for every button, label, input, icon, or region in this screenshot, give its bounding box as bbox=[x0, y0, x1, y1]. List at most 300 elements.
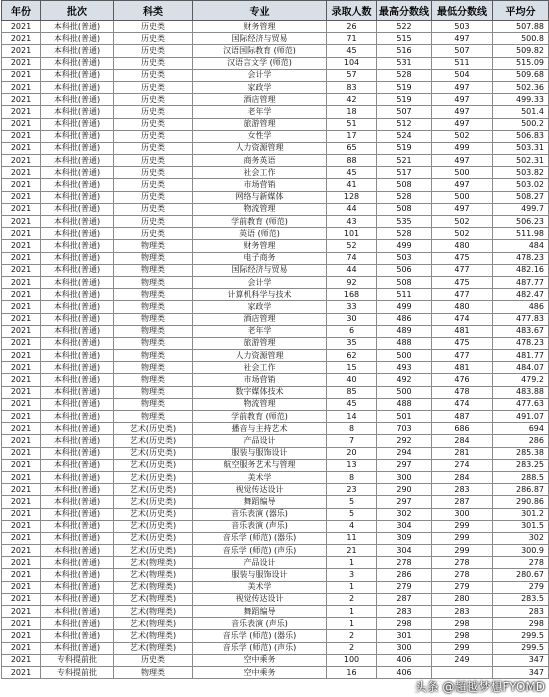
cell-min-score bbox=[432, 666, 493, 678]
cell-batch: 本科批(普通) bbox=[41, 94, 114, 106]
cell-category: 物理类 bbox=[114, 289, 193, 301]
cell-category: 物理类 bbox=[114, 276, 193, 288]
cell-major: 旅游管理 bbox=[193, 337, 327, 349]
cell-max-score: 492 bbox=[377, 374, 432, 386]
cell-batch: 本科批(普通) bbox=[41, 289, 114, 301]
cell-category: 艺术(历史类) bbox=[114, 496, 193, 508]
cell-admitted-count: 65 bbox=[327, 142, 377, 154]
cell-category: 艺术(物理类) bbox=[114, 618, 193, 630]
cell-batch: 本科批(普通) bbox=[41, 252, 114, 264]
cell-average-score: 506.23 bbox=[493, 216, 549, 228]
cell-admitted-count: 7 bbox=[327, 435, 377, 447]
cell-batch: 本科批(普通) bbox=[41, 545, 114, 557]
table-row bbox=[2, 276, 549, 288]
cell-average-score: 283 bbox=[493, 606, 549, 618]
cell-min-score: 487 bbox=[432, 411, 493, 423]
cell-admitted-count: 2 bbox=[327, 642, 377, 654]
cell-major: 网络与新媒体 bbox=[193, 191, 327, 203]
cell-year: 2021 bbox=[2, 94, 41, 106]
cell-batch: 本科批(普通) bbox=[41, 155, 114, 167]
cell-year: 2021 bbox=[2, 618, 41, 630]
cell-max-score: 297 bbox=[377, 459, 432, 471]
cell-admitted-count: 23 bbox=[327, 484, 377, 496]
table-row bbox=[2, 337, 549, 349]
cell-year: 2021 bbox=[2, 557, 41, 569]
cell-average-score: 501.4 bbox=[493, 106, 549, 118]
cell-min-score: 278 bbox=[432, 569, 493, 581]
cell-average-score: 286 bbox=[493, 435, 549, 447]
cell-min-score: 476 bbox=[432, 374, 493, 386]
header-batch: 批次 bbox=[41, 1, 114, 21]
cell-category: 历史类 bbox=[114, 654, 193, 666]
cell-year: 2021 bbox=[2, 435, 41, 447]
cell-min-score: 474 bbox=[432, 398, 493, 410]
cell-year: 2021 bbox=[2, 325, 41, 337]
cell-admitted-count: 128 bbox=[327, 191, 377, 203]
table-row bbox=[2, 350, 549, 362]
cell-year: 2021 bbox=[2, 496, 41, 508]
cell-batch: 本科批(普通) bbox=[41, 142, 114, 154]
cell-admitted-count: 83 bbox=[327, 81, 377, 93]
cell-average-score: 507.88 bbox=[493, 21, 549, 33]
cell-category: 物理类 bbox=[114, 666, 193, 678]
cell-year: 2021 bbox=[2, 155, 41, 167]
cell-average-score: 499.7 bbox=[493, 203, 549, 215]
cell-min-score: 299 bbox=[432, 642, 493, 654]
cell-category: 艺术(物理类) bbox=[114, 642, 193, 654]
cell-min-score: 497 bbox=[432, 179, 493, 191]
cell-admitted-count: 26 bbox=[327, 21, 377, 33]
cell-min-score: 502 bbox=[432, 216, 493, 228]
cell-admitted-count: 21 bbox=[327, 545, 377, 557]
table-row bbox=[2, 630, 549, 642]
cell-min-score: 475 bbox=[432, 276, 493, 288]
cell-year: 2021 bbox=[2, 520, 41, 532]
cell-average-score: 502.36 bbox=[493, 81, 549, 93]
cell-year: 2021 bbox=[2, 142, 41, 154]
cell-batch: 本科批(普通) bbox=[41, 118, 114, 130]
cell-major: 学前教育 (师范) bbox=[193, 411, 327, 423]
cell-admitted-count: 1 bbox=[327, 618, 377, 630]
cell-major: 舞蹈编导 bbox=[193, 496, 327, 508]
cell-year: 2021 bbox=[2, 654, 41, 666]
cell-min-score: 477 bbox=[432, 289, 493, 301]
cell-max-score: 292 bbox=[377, 435, 432, 447]
cell-major: 人力资源管理 bbox=[193, 142, 327, 154]
cell-category: 历史类 bbox=[114, 69, 193, 81]
cell-year: 2021 bbox=[2, 666, 41, 678]
cell-average-score: 500.2 bbox=[493, 118, 549, 130]
cell-max-score: 508 bbox=[377, 276, 432, 288]
table-body bbox=[2, 21, 549, 679]
cell-average-score: 288.5 bbox=[493, 471, 549, 483]
cell-category: 物理类 bbox=[114, 398, 193, 410]
cell-max-score: 508 bbox=[377, 203, 432, 215]
cell-min-score: 298 bbox=[432, 618, 493, 630]
cell-major: 数字媒体技术 bbox=[193, 386, 327, 398]
table-row bbox=[2, 459, 549, 471]
cell-major: 老年学 bbox=[193, 325, 327, 337]
cell-year: 2021 bbox=[2, 447, 41, 459]
cell-batch: 专科提前批 bbox=[41, 666, 114, 678]
cell-average-score: 477.83 bbox=[493, 313, 549, 325]
cell-batch: 本科批(普通) bbox=[41, 593, 114, 605]
cell-admitted-count: 85 bbox=[327, 386, 377, 398]
cell-category: 艺术(历史类) bbox=[114, 484, 193, 496]
cell-category: 历史类 bbox=[114, 130, 193, 142]
table-row bbox=[2, 203, 549, 215]
cell-average-score: 487.77 bbox=[493, 276, 549, 288]
cell-min-score: 480 bbox=[432, 301, 493, 313]
cell-average-score: 478.23 bbox=[493, 337, 549, 349]
cell-major: 视觉传达设计 bbox=[193, 484, 327, 496]
cell-max-score: 499 bbox=[377, 240, 432, 252]
cell-min-score: 497 bbox=[432, 155, 493, 167]
cell-average-score: 479.2 bbox=[493, 374, 549, 386]
cell-category: 艺术(物理类) bbox=[114, 581, 193, 593]
cell-batch: 本科批(普通) bbox=[41, 191, 114, 203]
cell-max-score: 486 bbox=[377, 313, 432, 325]
cell-max-score: 488 bbox=[377, 337, 432, 349]
table-row bbox=[2, 569, 549, 581]
cell-category: 物理类 bbox=[114, 313, 193, 325]
cell-major: 音乐表演 (声乐) bbox=[193, 520, 327, 532]
cell-min-score: 504 bbox=[432, 69, 493, 81]
cell-category: 历史类 bbox=[114, 33, 193, 45]
cell-average-score: 502.31 bbox=[493, 155, 549, 167]
table-row bbox=[2, 325, 549, 337]
cell-year: 2021 bbox=[2, 386, 41, 398]
cell-average-score: 491.07 bbox=[493, 411, 549, 423]
cell-batch: 本科批(普通) bbox=[41, 69, 114, 81]
table-row bbox=[2, 362, 549, 374]
cell-batch: 本科批(普通) bbox=[41, 167, 114, 179]
cell-category: 物理类 bbox=[114, 350, 193, 362]
cell-max-score: 503 bbox=[377, 252, 432, 264]
cell-batch: 本科批(普通) bbox=[41, 362, 114, 374]
table-row bbox=[2, 301, 549, 313]
cell-major: 美术学 bbox=[193, 471, 327, 483]
cell-average-score: 302 bbox=[493, 532, 549, 544]
cell-min-score: 300 bbox=[432, 508, 493, 520]
cell-category: 历史类 bbox=[114, 155, 193, 167]
cell-major: 英语 (师范) bbox=[193, 228, 327, 240]
cell-min-score: 500 bbox=[432, 167, 493, 179]
cell-year: 2021 bbox=[2, 289, 41, 301]
cell-admitted-count: 62 bbox=[327, 350, 377, 362]
cell-min-score: 481 bbox=[432, 325, 493, 337]
cell-average-score: 301.5 bbox=[493, 520, 549, 532]
cell-average-score: 508.27 bbox=[493, 191, 549, 203]
cell-min-score: 249 bbox=[432, 654, 493, 666]
cell-major: 家政学 bbox=[193, 301, 327, 313]
cell-average-score: 500.8 bbox=[493, 33, 549, 45]
cell-batch: 本科批(普通) bbox=[41, 276, 114, 288]
cell-average-score: 298 bbox=[493, 618, 549, 630]
cell-batch: 本科批(普通) bbox=[41, 435, 114, 447]
cell-category: 物理类 bbox=[114, 374, 193, 386]
cell-category: 物理类 bbox=[114, 386, 193, 398]
cell-max-score: 508 bbox=[377, 179, 432, 191]
cell-min-score: 280 bbox=[432, 593, 493, 605]
cell-max-score: 522 bbox=[377, 21, 432, 33]
cell-admitted-count: 8 bbox=[327, 423, 377, 435]
table-row bbox=[2, 45, 549, 57]
cell-batch: 本科批(普通) bbox=[41, 33, 114, 45]
cell-average-score: 347 bbox=[493, 654, 549, 666]
cell-admitted-count: 17 bbox=[327, 130, 377, 142]
cell-category: 历史类 bbox=[114, 45, 193, 57]
cell-max-score: 406 bbox=[377, 666, 432, 678]
cell-category: 历史类 bbox=[114, 81, 193, 93]
cell-min-score: 511 bbox=[432, 57, 493, 69]
cell-average-score: 478.23 bbox=[493, 252, 549, 264]
cell-category: 历史类 bbox=[114, 179, 193, 191]
cell-admitted-count: 74 bbox=[327, 252, 377, 264]
cell-admitted-count: 14 bbox=[327, 411, 377, 423]
cell-category: 历史类 bbox=[114, 203, 193, 215]
cell-admitted-count: 45 bbox=[327, 398, 377, 410]
table-row bbox=[2, 557, 549, 569]
cell-major: 市场营销 bbox=[193, 179, 327, 191]
cell-batch: 本科批(普通) bbox=[41, 45, 114, 57]
cell-batch: 本科批(普通) bbox=[41, 532, 114, 544]
table-row bbox=[2, 106, 549, 118]
cell-max-score: 499 bbox=[377, 301, 432, 313]
cell-max-score: 519 bbox=[377, 142, 432, 154]
cell-min-score: 497 bbox=[432, 33, 493, 45]
cell-admitted-count: 45 bbox=[327, 167, 377, 179]
cell-average-score: 300.9 bbox=[493, 545, 549, 557]
cell-year: 2021 bbox=[2, 398, 41, 410]
cell-batch: 本科批(普通) bbox=[41, 301, 114, 313]
cell-admitted-count: 30 bbox=[327, 313, 377, 325]
table-row bbox=[2, 386, 549, 398]
cell-category: 物理类 bbox=[114, 240, 193, 252]
cell-major: 家政学 bbox=[193, 81, 327, 93]
cell-category: 历史类 bbox=[114, 167, 193, 179]
table-row bbox=[2, 94, 549, 106]
cell-category: 物理类 bbox=[114, 411, 193, 423]
cell-category: 艺术(物理类) bbox=[114, 593, 193, 605]
cell-major: 舞蹈编导 bbox=[193, 606, 327, 618]
cell-year: 2021 bbox=[2, 642, 41, 654]
cell-admitted-count: 4 bbox=[327, 520, 377, 532]
cell-year: 2021 bbox=[2, 569, 41, 581]
cell-category: 艺术(历史类) bbox=[114, 545, 193, 557]
table-row bbox=[2, 618, 549, 630]
cell-admitted-count: 43 bbox=[327, 216, 377, 228]
cell-major: 汉语言文学 (师范) bbox=[193, 57, 327, 69]
cell-min-score: 477 bbox=[432, 350, 493, 362]
cell-category: 历史类 bbox=[114, 191, 193, 203]
cell-max-score: 304 bbox=[377, 520, 432, 532]
header-average-score: 平均分 bbox=[493, 1, 549, 21]
cell-min-score: 284 bbox=[432, 435, 493, 447]
cell-admitted-count: 100 bbox=[327, 654, 377, 666]
cell-min-score: 503 bbox=[432, 21, 493, 33]
table-row bbox=[2, 411, 549, 423]
cell-average-score: 283.5 bbox=[493, 593, 549, 605]
cell-min-score: 502 bbox=[432, 130, 493, 142]
cell-category: 艺术(历史类) bbox=[114, 520, 193, 532]
header-min-score: 最低分数线 bbox=[432, 1, 493, 21]
cell-batch: 本科批(普通) bbox=[41, 81, 114, 93]
cell-admitted-count: 57 bbox=[327, 69, 377, 81]
cell-max-score: 501 bbox=[377, 411, 432, 423]
cell-major: 社会工作 bbox=[193, 167, 327, 179]
cell-max-score: 278 bbox=[377, 557, 432, 569]
cell-batch: 本科批(普通) bbox=[41, 240, 114, 252]
cell-min-score: 299 bbox=[432, 520, 493, 532]
cell-category: 物理类 bbox=[114, 252, 193, 264]
cell-average-score: 486 bbox=[493, 301, 549, 313]
cell-major: 物流管理 bbox=[193, 398, 327, 410]
cell-year: 2021 bbox=[2, 630, 41, 642]
cell-year: 2021 bbox=[2, 33, 41, 45]
table-row bbox=[2, 155, 549, 167]
header-category: 科类 bbox=[114, 1, 193, 21]
cell-average-score: 509.82 bbox=[493, 45, 549, 57]
cell-category: 艺术(历史类) bbox=[114, 423, 193, 435]
cell-average-score: 481.77 bbox=[493, 350, 549, 362]
cell-min-score: 475 bbox=[432, 252, 493, 264]
cell-category: 历史类 bbox=[114, 57, 193, 69]
cell-year: 2021 bbox=[2, 21, 41, 33]
cell-major: 电子商务 bbox=[193, 252, 327, 264]
cell-year: 2021 bbox=[2, 545, 41, 557]
cell-admitted-count: 52 bbox=[327, 240, 377, 252]
table-row bbox=[2, 289, 549, 301]
cell-average-score: 503.82 bbox=[493, 167, 549, 179]
cell-batch: 本科批(普通) bbox=[41, 459, 114, 471]
cell-year: 2021 bbox=[2, 350, 41, 362]
cell-major: 空中乘务 bbox=[193, 654, 327, 666]
cell-major: 汉语国际教育 (师范) bbox=[193, 45, 327, 57]
cell-category: 艺术(历史类) bbox=[114, 435, 193, 447]
cell-major: 视觉传达设计 bbox=[193, 593, 327, 605]
cell-year: 2021 bbox=[2, 179, 41, 191]
cell-min-score: 281 bbox=[432, 447, 493, 459]
cell-min-score: 478 bbox=[432, 386, 493, 398]
cell-average-score: 484 bbox=[493, 240, 549, 252]
cell-max-score: 279 bbox=[377, 581, 432, 593]
cell-admitted-count: 11 bbox=[327, 532, 377, 544]
table-row bbox=[2, 57, 549, 69]
cell-admitted-count: 101 bbox=[327, 228, 377, 240]
cell-max-score: 515 bbox=[377, 33, 432, 45]
cell-max-score: 506 bbox=[377, 264, 432, 276]
table-row bbox=[2, 191, 549, 203]
cell-year: 2021 bbox=[2, 167, 41, 179]
table-row bbox=[2, 264, 549, 276]
cell-category: 历史类 bbox=[114, 21, 193, 33]
cell-batch: 本科批(普通) bbox=[41, 569, 114, 581]
cell-year: 2021 bbox=[2, 532, 41, 544]
table-row bbox=[2, 642, 549, 654]
cell-max-score: 517 bbox=[377, 167, 432, 179]
cell-average-score: 286.87 bbox=[493, 484, 549, 496]
cell-min-score: 686 bbox=[432, 423, 493, 435]
cell-category: 物理类 bbox=[114, 264, 193, 276]
table-row bbox=[2, 118, 549, 130]
cell-average-score: 506.83 bbox=[493, 130, 549, 142]
table-row bbox=[2, 81, 549, 93]
cell-category: 历史类 bbox=[114, 142, 193, 154]
cell-batch: 本科批(普通) bbox=[41, 496, 114, 508]
cell-batch: 本科批(普通) bbox=[41, 618, 114, 630]
cell-major: 女性学 bbox=[193, 130, 327, 142]
cell-average-score: 503.02 bbox=[493, 179, 549, 191]
cell-major: 酒店管理 bbox=[193, 94, 327, 106]
cell-major: 产品设计 bbox=[193, 557, 327, 569]
cell-min-score: 283 bbox=[432, 606, 493, 618]
cell-major: 旅游管理 bbox=[193, 118, 327, 130]
cell-batch: 本科批(普通) bbox=[41, 130, 114, 142]
cell-batch: 本科批(普通) bbox=[41, 350, 114, 362]
table-row bbox=[2, 240, 549, 252]
cell-year: 2021 bbox=[2, 203, 41, 215]
cell-min-score: 497 bbox=[432, 118, 493, 130]
cell-admitted-count: 6 bbox=[327, 325, 377, 337]
cell-admitted-count: 104 bbox=[327, 57, 377, 69]
cell-max-score: 528 bbox=[377, 191, 432, 203]
cell-batch: 本科批(普通) bbox=[41, 411, 114, 423]
cell-max-score: 290 bbox=[377, 484, 432, 496]
cell-batch: 本科批(普通) bbox=[41, 508, 114, 520]
cell-year: 2021 bbox=[2, 228, 41, 240]
table-row bbox=[2, 606, 549, 618]
table-row bbox=[2, 69, 549, 81]
cell-year: 2021 bbox=[2, 264, 41, 276]
cell-average-score: 511.98 bbox=[493, 228, 549, 240]
cell-major: 计算机科学与技术 bbox=[193, 289, 327, 301]
cell-category: 艺术(物理类) bbox=[114, 606, 193, 618]
cell-average-score: 299.5 bbox=[493, 630, 549, 642]
cell-max-score: 488 bbox=[377, 398, 432, 410]
table-row bbox=[2, 447, 549, 459]
cell-batch: 本科批(普通) bbox=[41, 398, 114, 410]
cell-major: 音乐学 (师范) (器乐) bbox=[193, 532, 327, 544]
cell-year: 2021 bbox=[2, 130, 41, 142]
cell-major: 会计学 bbox=[193, 276, 327, 288]
cell-max-score: 528 bbox=[377, 69, 432, 81]
cell-admitted-count: 168 bbox=[327, 289, 377, 301]
table-header-row bbox=[2, 1, 549, 21]
cell-average-score: 279 bbox=[493, 581, 549, 593]
cell-batch: 本科批(普通) bbox=[41, 325, 114, 337]
cell-year: 2021 bbox=[2, 423, 41, 435]
cell-year: 2021 bbox=[2, 69, 41, 81]
cell-batch: 本科批(普通) bbox=[41, 264, 114, 276]
cell-major: 会计学 bbox=[193, 69, 327, 81]
table-row bbox=[2, 666, 549, 678]
cell-min-score: 475 bbox=[432, 337, 493, 349]
cell-max-score: 300 bbox=[377, 642, 432, 654]
cell-year: 2021 bbox=[2, 106, 41, 118]
table-row bbox=[2, 33, 549, 45]
cell-year: 2021 bbox=[2, 471, 41, 483]
cell-admitted-count: 33 bbox=[327, 301, 377, 313]
cell-batch: 本科批(普通) bbox=[41, 581, 114, 593]
cell-category: 艺术(历史类) bbox=[114, 447, 193, 459]
cell-batch: 本科批(普通) bbox=[41, 606, 114, 618]
cell-batch: 本科批(普通) bbox=[41, 447, 114, 459]
cell-major: 国际经济与贸易 bbox=[193, 33, 327, 45]
cell-year: 2021 bbox=[2, 374, 41, 386]
cell-average-score: 285.38 bbox=[493, 447, 549, 459]
cell-min-score: 480 bbox=[432, 240, 493, 252]
